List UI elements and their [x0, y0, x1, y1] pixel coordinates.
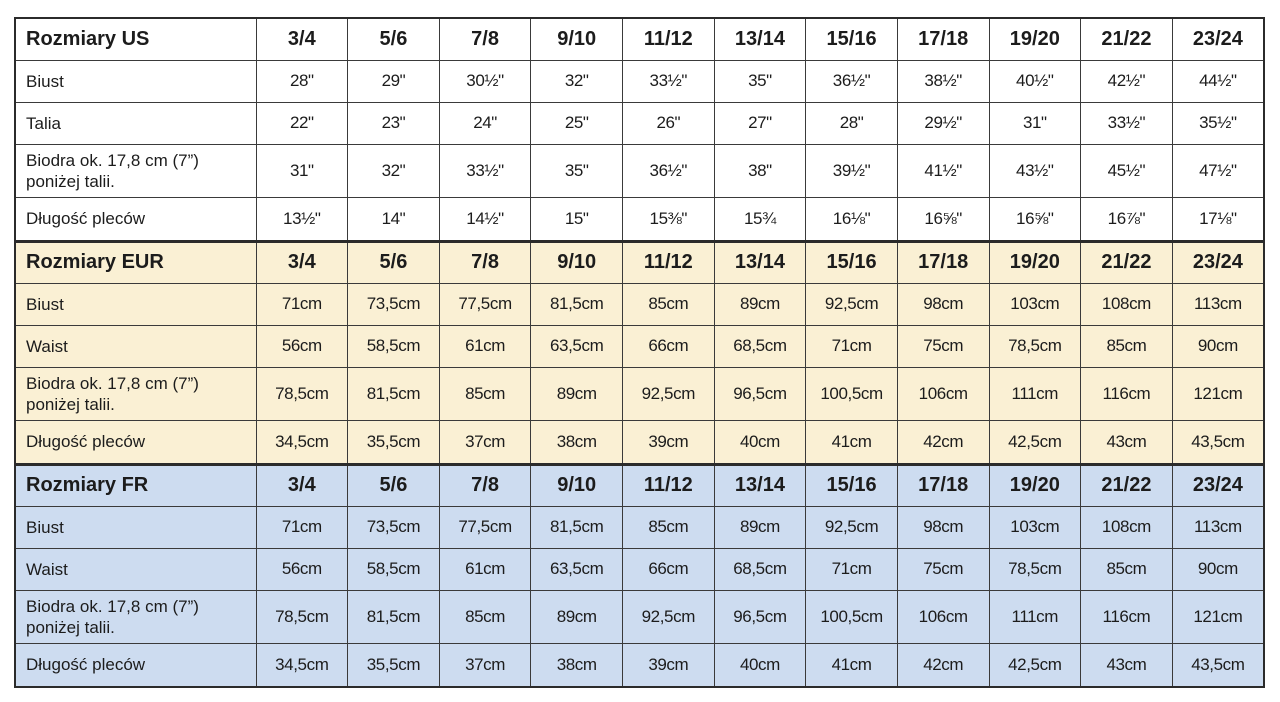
section-header-row	[15, 464, 1264, 506]
size-chart-table	[14, 17, 1265, 688]
measurement-row	[15, 325, 1264, 367]
measurement-value-cell: 96,5cm	[714, 367, 806, 420]
size-header-cell: 21/22	[1081, 464, 1173, 506]
measurement-value-cell: 40cm	[714, 420, 806, 464]
size-header-cell: 9/10	[531, 241, 623, 283]
measurement-value-cell: 37cm	[439, 643, 531, 687]
size-header-cell: 11/12	[623, 464, 715, 506]
measurement-value-cell: 45½"	[1081, 144, 1173, 197]
measurement-label: Waist	[15, 548, 256, 590]
measurement-value-cell: 14½"	[439, 197, 531, 241]
measurement-value-cell: 63,5cm	[531, 325, 623, 367]
size-header-cell: 5/6	[348, 18, 440, 60]
measurement-value-cell: 116cm	[1081, 367, 1173, 420]
measurement-value-cell: 41cm	[806, 420, 898, 464]
measurement-value-cell: 98cm	[897, 283, 989, 325]
measurement-value-cell: 71cm	[256, 283, 348, 325]
measurement-value-cell: 89cm	[714, 506, 806, 548]
measurement-value-cell: 33½"	[439, 144, 531, 197]
measurement-row	[15, 197, 1264, 241]
measurement-value-cell: 29"	[348, 60, 440, 102]
measurement-label: Długość pleców	[15, 197, 256, 241]
measurement-value-cell: 100,5cm	[806, 367, 898, 420]
measurement-label: Biust	[15, 60, 256, 102]
measurement-value-cell: 92,5cm	[623, 590, 715, 643]
measurement-value-cell: 43cm	[1081, 643, 1173, 687]
measurement-value-cell: 34,5cm	[256, 643, 348, 687]
measurement-value-cell: 42,5cm	[989, 420, 1081, 464]
measurement-value-cell: 43,5cm	[1172, 643, 1264, 687]
measurement-value-cell: 25"	[531, 102, 623, 144]
measurement-value-cell: 73,5cm	[348, 283, 440, 325]
size-header-cell: 3/4	[256, 18, 348, 60]
measurement-value-cell: 29½"	[897, 102, 989, 144]
measurement-value-cell: 92,5cm	[806, 283, 898, 325]
measurement-value-cell: 17⅛"	[1172, 197, 1264, 241]
measurement-value-cell: 113cm	[1172, 506, 1264, 548]
measurement-value-cell: 39½"	[806, 144, 898, 197]
measurement-row	[15, 283, 1264, 325]
measurement-value-cell: 38cm	[531, 643, 623, 687]
measurement-value-cell: 92,5cm	[623, 367, 715, 420]
measurement-value-cell: 75cm	[897, 325, 989, 367]
measurement-value-cell: 34,5cm	[256, 420, 348, 464]
measurement-value-cell: 28"	[806, 102, 898, 144]
measurement-value-cell: 27"	[714, 102, 806, 144]
measurement-row	[15, 60, 1264, 102]
measurement-row	[15, 367, 1264, 420]
measurement-value-cell: 106cm	[897, 367, 989, 420]
measurement-value-cell: 106cm	[897, 590, 989, 643]
measurement-row	[15, 420, 1264, 464]
size-header-cell: 5/6	[348, 241, 440, 283]
size-header-cell: 13/14	[714, 18, 806, 60]
size-header-cell: 3/4	[256, 241, 348, 283]
measurement-value-cell: 58,5cm	[348, 548, 440, 590]
measurement-value-cell: 16⅝"	[989, 197, 1081, 241]
size-header-cell: 9/10	[531, 18, 623, 60]
section-header-label: Rozmiary EUR	[15, 241, 256, 283]
measurement-value-cell: 28"	[256, 60, 348, 102]
size-header-cell: 23/24	[1172, 18, 1264, 60]
measurement-value-cell: 75cm	[897, 548, 989, 590]
measurement-value-cell: 89cm	[531, 367, 623, 420]
size-header-cell: 3/4	[256, 464, 348, 506]
measurement-value-cell: 58,5cm	[348, 325, 440, 367]
measurement-value-cell: 108cm	[1081, 283, 1173, 325]
measurement-value-cell: 35"	[714, 60, 806, 102]
measurement-value-cell: 26"	[623, 102, 715, 144]
measurement-value-cell: 77,5cm	[439, 283, 531, 325]
measurement-value-cell: 30½"	[439, 60, 531, 102]
size-header-cell: 23/24	[1172, 241, 1264, 283]
measurement-value-cell: 35,5cm	[348, 420, 440, 464]
measurement-value-cell: 113cm	[1172, 283, 1264, 325]
measurement-row	[15, 548, 1264, 590]
measurement-value-cell: 103cm	[989, 506, 1081, 548]
measurement-value-cell: 85cm	[623, 283, 715, 325]
measurement-value-cell: 39cm	[623, 420, 715, 464]
measurement-value-cell: 78,5cm	[256, 590, 348, 643]
measurement-value-cell: 89cm	[714, 283, 806, 325]
section-header-label: Rozmiary US	[15, 18, 256, 60]
measurement-value-cell: 32"	[531, 60, 623, 102]
measurement-value-cell: 78,5cm	[989, 548, 1081, 590]
measurement-value-cell: 15"	[531, 197, 623, 241]
measurement-value-cell: 14"	[348, 197, 440, 241]
measurement-value-cell: 85cm	[623, 506, 715, 548]
measurement-label: Długość pleców	[15, 420, 256, 464]
measurement-value-cell: 38½"	[897, 60, 989, 102]
measurement-value-cell: 16⅛"	[806, 197, 898, 241]
size-header-cell: 23/24	[1172, 464, 1264, 506]
measurement-value-cell: 111cm	[989, 590, 1081, 643]
measurement-value-cell: 68,5cm	[714, 325, 806, 367]
measurement-value-cell: 78,5cm	[989, 325, 1081, 367]
measurement-value-cell: 42cm	[897, 420, 989, 464]
measurement-row	[15, 590, 1264, 643]
measurement-label: Biust	[15, 506, 256, 548]
measurement-value-cell: 24"	[439, 102, 531, 144]
size-header-cell: 19/20	[989, 464, 1081, 506]
measurement-value-cell: 85cm	[439, 590, 531, 643]
measurement-value-cell: 35½"	[1172, 102, 1264, 144]
measurement-value-cell: 43cm	[1081, 420, 1173, 464]
size-header-cell: 15/16	[806, 241, 898, 283]
measurement-label: Długość pleców	[15, 643, 256, 687]
measurement-value-cell: 66cm	[623, 548, 715, 590]
measurement-value-cell: 37cm	[439, 420, 531, 464]
measurement-label: Biodra ok. 17,8 cm (7”) poniżej talii.	[15, 590, 256, 643]
measurement-value-cell: 92,5cm	[806, 506, 898, 548]
measurement-value-cell: 22"	[256, 102, 348, 144]
measurement-value-cell: 108cm	[1081, 506, 1173, 548]
measurement-value-cell: 43,5cm	[1172, 420, 1264, 464]
size-header-cell: 21/22	[1081, 18, 1173, 60]
size-header-cell: 7/8	[439, 464, 531, 506]
measurement-value-cell: 73,5cm	[348, 506, 440, 548]
measurement-value-cell: 41cm	[806, 643, 898, 687]
measurement-value-cell: 23"	[348, 102, 440, 144]
size-header-cell: 21/22	[1081, 241, 1173, 283]
size-header-cell: 19/20	[989, 241, 1081, 283]
section-header-row	[15, 18, 1264, 60]
measurement-value-cell: 121cm	[1172, 590, 1264, 643]
measurement-value-cell: 81,5cm	[531, 283, 623, 325]
section-header-label: Rozmiary FR	[15, 464, 256, 506]
measurement-value-cell: 16⅝"	[897, 197, 989, 241]
measurement-value-cell: 71cm	[806, 548, 898, 590]
measurement-value-cell: 32"	[348, 144, 440, 197]
measurement-value-cell: 71cm	[806, 325, 898, 367]
measurement-value-cell: 81,5cm	[348, 367, 440, 420]
section-fr	[15, 464, 1264, 687]
size-header-cell: 11/12	[623, 18, 715, 60]
measurement-value-cell: 85cm	[1081, 325, 1173, 367]
measurement-value-cell: 63,5cm	[531, 548, 623, 590]
measurement-value-cell: 38cm	[531, 420, 623, 464]
measurement-value-cell: 13½"	[256, 197, 348, 241]
measurement-value-cell: 35,5cm	[348, 643, 440, 687]
measurement-value-cell: 90cm	[1172, 325, 1264, 367]
size-header-cell: 5/6	[348, 464, 440, 506]
size-header-cell: 9/10	[531, 464, 623, 506]
measurement-value-cell: 15⅜"	[623, 197, 715, 241]
measurement-value-cell: 98cm	[897, 506, 989, 548]
measurement-value-cell: 44½"	[1172, 60, 1264, 102]
size-header-cell: 15/16	[806, 464, 898, 506]
measurement-value-cell: 90cm	[1172, 548, 1264, 590]
measurement-row	[15, 144, 1264, 197]
measurement-value-cell: 103cm	[989, 283, 1081, 325]
measurement-value-cell: 41½"	[897, 144, 989, 197]
size-header-cell: 17/18	[897, 241, 989, 283]
measurement-value-cell: 35"	[531, 144, 623, 197]
measurement-value-cell: 39cm	[623, 643, 715, 687]
measurement-label: Waist	[15, 325, 256, 367]
measurement-value-cell: 47½"	[1172, 144, 1264, 197]
size-header-cell: 15/16	[806, 18, 898, 60]
measurement-value-cell: 61cm	[439, 548, 531, 590]
size-header-cell: 11/12	[623, 241, 715, 283]
measurement-value-cell: 42cm	[897, 643, 989, 687]
measurement-value-cell: 31"	[256, 144, 348, 197]
measurement-value-cell: 71cm	[256, 506, 348, 548]
measurement-label: Biust	[15, 283, 256, 325]
size-header-cell: 13/14	[714, 241, 806, 283]
size-header-cell: 7/8	[439, 241, 531, 283]
measurement-value-cell: 33½"	[623, 60, 715, 102]
measurement-value-cell: 56cm	[256, 325, 348, 367]
size-header-cell: 13/14	[714, 464, 806, 506]
measurement-value-cell: 15¾	[714, 197, 806, 241]
size-header-cell: 7/8	[439, 18, 531, 60]
measurement-value-cell: 43½"	[989, 144, 1081, 197]
measurement-value-cell: 31"	[989, 102, 1081, 144]
measurement-row	[15, 643, 1264, 687]
measurement-value-cell: 40cm	[714, 643, 806, 687]
measurement-value-cell: 16⅞"	[1081, 197, 1173, 241]
measurement-value-cell: 85cm	[1081, 548, 1173, 590]
measurement-value-cell: 42,5cm	[989, 643, 1081, 687]
measurement-value-cell: 100,5cm	[806, 590, 898, 643]
measurement-value-cell: 42½"	[1081, 60, 1173, 102]
section-header-row	[15, 241, 1264, 283]
measurement-value-cell: 96,5cm	[714, 590, 806, 643]
section-eur	[15, 241, 1264, 464]
measurement-label: Talia	[15, 102, 256, 144]
size-header-cell: 19/20	[989, 18, 1081, 60]
measurement-value-cell: 66cm	[623, 325, 715, 367]
measurement-value-cell: 61cm	[439, 325, 531, 367]
measurement-value-cell: 116cm	[1081, 590, 1173, 643]
measurement-value-cell: 40½"	[989, 60, 1081, 102]
measurement-value-cell: 78,5cm	[256, 367, 348, 420]
measurement-value-cell: 111cm	[989, 367, 1081, 420]
measurement-row	[15, 506, 1264, 548]
measurement-value-cell: 89cm	[531, 590, 623, 643]
size-header-cell: 17/18	[897, 18, 989, 60]
size-header-cell: 17/18	[897, 464, 989, 506]
measurement-value-cell: 121cm	[1172, 367, 1264, 420]
measurement-value-cell: 85cm	[439, 367, 531, 420]
measurement-value-cell: 77,5cm	[439, 506, 531, 548]
measurement-value-cell: 68,5cm	[714, 548, 806, 590]
measurement-value-cell: 81,5cm	[531, 506, 623, 548]
measurement-row	[15, 102, 1264, 144]
measurement-label: Biodra ok. 17,8 cm (7”) poniżej talii.	[15, 367, 256, 420]
measurement-value-cell: 33½"	[1081, 102, 1173, 144]
measurement-label: Biodra ok. 17,8 cm (7”) poniżej talii.	[15, 144, 256, 197]
section-us	[15, 18, 1264, 241]
measurement-value-cell: 36½"	[623, 144, 715, 197]
measurement-value-cell: 81,5cm	[348, 590, 440, 643]
measurement-value-cell: 38"	[714, 144, 806, 197]
measurement-value-cell: 56cm	[256, 548, 348, 590]
measurement-value-cell: 36½"	[806, 60, 898, 102]
